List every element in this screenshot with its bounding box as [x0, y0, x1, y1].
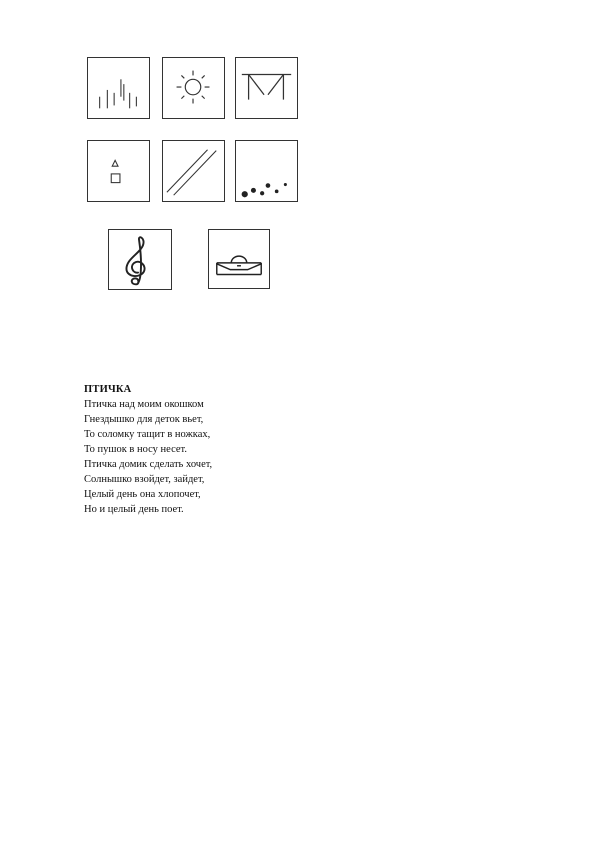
poem-title: ПТИЧКА [84, 384, 132, 395]
card-dots [235, 140, 298, 202]
poem-line: Гнездышко для деток вьет, [84, 414, 204, 425]
poem-line: Птичка домик сделать хочет, [84, 459, 213, 470]
poem-line: Целый день она хлопочет, [84, 489, 201, 500]
card-bag [208, 229, 270, 289]
poem-line: Солнышко взойдет, зайдет, [84, 474, 205, 485]
card-m-shape [235, 57, 298, 119]
poem-line: Птичка над моим окошком [84, 399, 204, 410]
card-sun [162, 57, 225, 119]
sun-icon [163, 58, 224, 118]
vertical-lines-icon [88, 58, 149, 118]
poem-line: Но и целый день поет. [84, 504, 184, 515]
m-shape-icon [236, 58, 297, 118]
card-diagonal-lines [162, 140, 225, 202]
diagonal-lines-icon [163, 141, 224, 201]
card-vertical-lines [87, 57, 150, 119]
dots-icon [236, 141, 297, 201]
treble-clef-icon [109, 230, 171, 289]
triangle-over-square-icon [88, 141, 149, 201]
bag-icon [209, 230, 269, 288]
card-triangle-square [87, 140, 150, 202]
poem-line: То пушок в носу несет. [84, 444, 187, 455]
card-treble-clef [108, 229, 172, 290]
poem [84, 382, 344, 517]
poem-line: То соломку тащит в ножках, [84, 429, 211, 440]
